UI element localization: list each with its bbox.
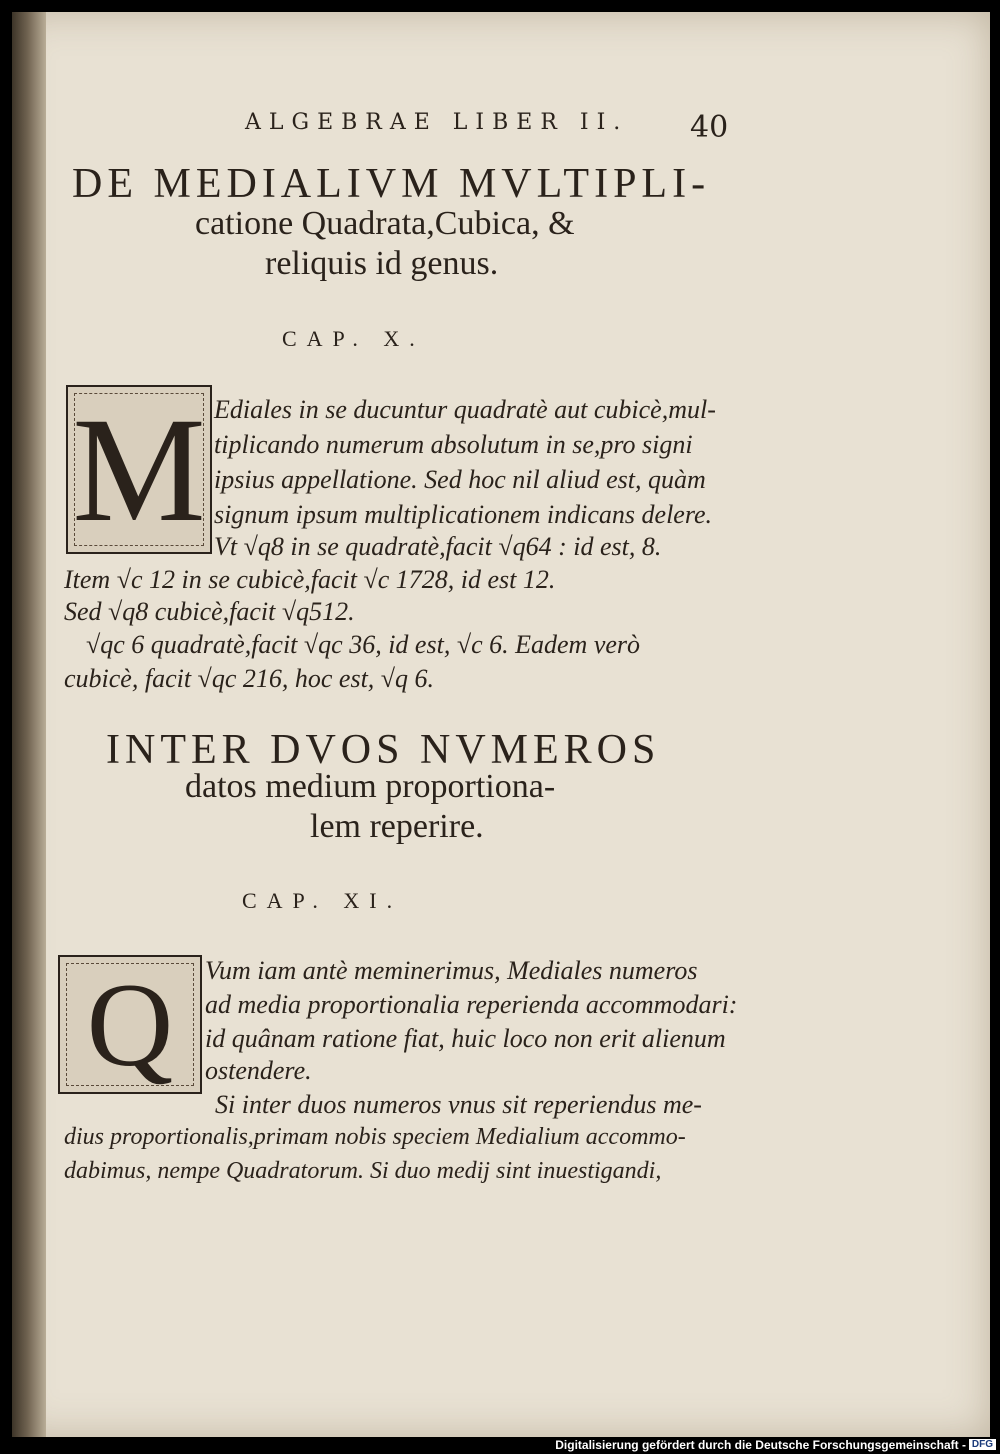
section2-line: id quânam ratione fiat, huic loco non erit alienum bbox=[205, 1024, 726, 1053]
section1-line: Ediales in se ducuntur quadratè aut cubicè,mul- bbox=[214, 395, 716, 424]
section1-line: cubicè, facit √qc 216, hoc est, √q 6. bbox=[64, 664, 435, 693]
initial-ornament bbox=[72, 386, 206, 553]
section1-line: Sed √q8 cubicè,facit √q512. bbox=[64, 597, 355, 626]
funding-notice: Digitalisierung gefördert durch die Deutsche Forschungsgemeinschaft - bbox=[555, 1438, 966, 1452]
book-spine bbox=[12, 12, 46, 1437]
section1-line: √qc 6 quadratè,facit √qc 36, id est, √c 6. Eadem verò bbox=[86, 630, 641, 659]
section1-line: signum ipsum multiplicationem indicans delere. bbox=[214, 500, 713, 529]
section2-chapter: CAP. XI. bbox=[242, 888, 403, 913]
page-number: 40 bbox=[690, 110, 729, 145]
initial-ornament bbox=[66, 957, 194, 1091]
section2-line: Si inter duos numeros vnus sit reperiendus me- bbox=[215, 1090, 702, 1119]
section1-title-line1: DE MEDIALIVM MVLTIPLI- bbox=[72, 161, 711, 207]
dfg-logo: DFG bbox=[969, 1439, 996, 1450]
section1-title-line3: reliquis id genus. bbox=[265, 245, 499, 282]
initial-q-letter: Q bbox=[86, 957, 174, 1091]
section1-line: ipsius appellatione. Sed hoc nil aliud est, quàm bbox=[214, 465, 706, 494]
section1-line: Vt √q8 in se quadratè,facit √q64 : id est, 8. bbox=[214, 532, 662, 561]
section2-title-line2: datos medium proportiona- bbox=[185, 768, 556, 805]
section1-line: Item √c 12 in se cubicè,facit √c 1728, id est 12. bbox=[64, 565, 556, 594]
section2-line: Vum iam antè meminerimus, Mediales numeros bbox=[205, 956, 698, 985]
initial-m-letter: M bbox=[72, 386, 206, 553]
section1-line: tiplicando numerum absolutum in se,pro signi bbox=[214, 430, 693, 459]
section1-title-line2: catione Quadrata,Cubica, & bbox=[195, 205, 575, 242]
running-title: ALGEBRAE LIBER II. bbox=[245, 110, 629, 135]
section2-line: dius proportionalis,primam nobis speciem Medialium accommo- bbox=[64, 1124, 686, 1150]
section2-line: dabimus, nempe Quadratorum. Si duo medij sint inuestigandi, bbox=[64, 1158, 662, 1184]
section2-title-line1: INTER DVOS NVMEROS bbox=[106, 727, 661, 773]
section2-line: ostendere. bbox=[205, 1056, 312, 1085]
initial-m-woodcut bbox=[66, 385, 212, 554]
section2-title-line3: lem reperire. bbox=[310, 808, 484, 845]
section2-line: ad media proportionalia reperienda accommodari: bbox=[205, 990, 738, 1019]
section1-chapter: CAP. X. bbox=[282, 326, 425, 351]
initial-q-woodcut bbox=[58, 955, 202, 1094]
